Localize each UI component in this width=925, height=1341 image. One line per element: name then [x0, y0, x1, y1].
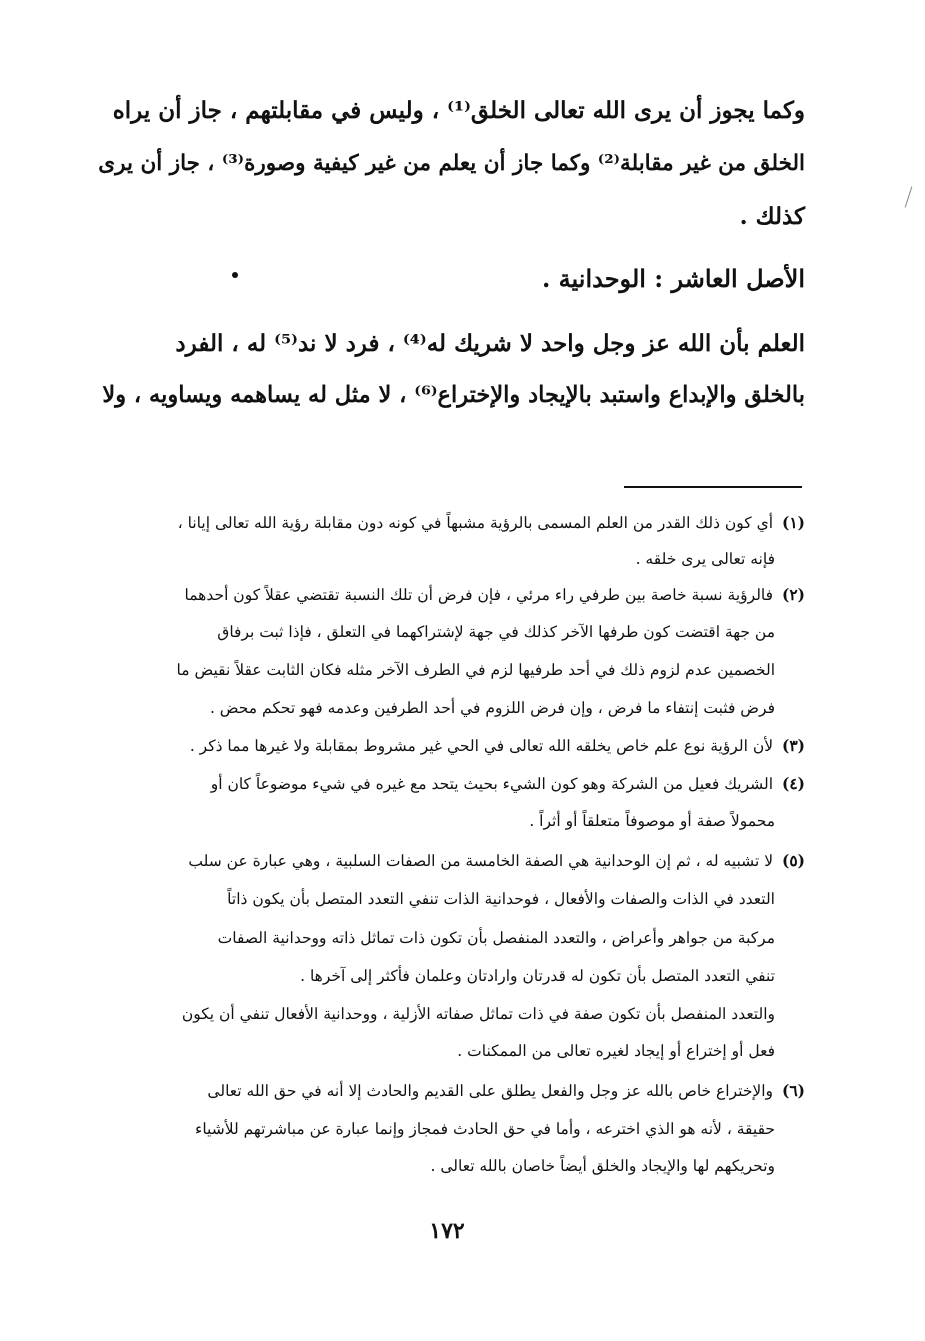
footnote-3-text: لأن الرؤية نوع علم خاص يخلقه الله تعالى في الحي غير مشروط بمقابلة ولا غيرها مما ذكر .: [189, 737, 774, 755]
footnote-5-line-4: تنفي التعدد المتصل بأن تكون له قدرتان وارادتان وعلمان فأكثر إلى آخرها .: [300, 967, 775, 985]
footnote-4-line-1: [211, 775, 805, 794]
footnote-5-number: (٥): [781, 851, 805, 870]
footnote-6-line-3: وتحريكهم لها والإيجاد والخلق أيضاً خاصان بالله تعالى .: [430, 1157, 775, 1175]
footnote-5-line-5: والتعدد المنفصل بأن تكون صفة في ذات تماثل صفاته الأزلية ، ووحدانية الأفعال تنفي أن يكون: [181, 1005, 775, 1023]
scan-edge-mark: [905, 186, 913, 207]
footnote-5-line-2: التعدد في الذات والصفات والأفعال ، فوحدانية الذات تنفي التعدد المتصل بأن يكون ذاتاً: [227, 890, 775, 908]
footnote-1-number: (١): [781, 513, 805, 532]
footnote-3-line-1: [190, 737, 805, 756]
footnote-1-text: أي كون ذلك القدر من العلم المسمى بالرؤية مشبهاً في كونه دون مقابلة رؤية الله تعالى إيانا ،: [177, 514, 774, 532]
footnote-4-line-2: محمولاً صفة أو موصوفاً متعلقاً أو أثراً .: [529, 812, 775, 830]
body-line-1: وكما يجوز أن يرى الله تعالى الخلق⁽¹⁾ ، وليس في مقابلتهم ، جاز أن يراه: [112, 97, 805, 124]
section-heading: الأصل العاشر : الوحدانية .: [541, 264, 805, 293]
body-line-4: العلم بأن الله عز وجل واحد لا شريك له⁽⁴⁾ ، فرد لا ند⁽⁵⁾ له ، الفرد: [175, 330, 805, 357]
footnote-separator: [624, 486, 802, 488]
footnote-2-number: (٢): [781, 585, 805, 604]
footnote-1-line-2: فإنه تعالى يرى خلقه .: [635, 550, 775, 568]
footnote-5-line-1: [188, 852, 805, 871]
footnote-2-text: فالرؤية نسبة خاصة بين طرفي راء مرئي ، فإن فرض أن تلك النسبة تقتضي عقلاً كون أحدهما: [184, 586, 774, 604]
footnote-6-number: (٦): [781, 1081, 805, 1100]
footnote-6-text: والإختراع خاص بالله عز وجل والفعل يطلق على القديم والحادث إلا أنه في حق الله تعالى: [207, 1082, 774, 1100]
footnote-2-line-3: الخصمين عدم لزوم ذلك في أحد طرفيها لزم في الطرف الآخر مثله فكان الثابت عقلاً نقيض ما: [176, 661, 775, 679]
footnote-5-line-3: مركبة من جواهر وأعراض ، والتعدد المنفصل بأن تكون ذات تماثل ذاته ووحدانية الصفات: [217, 929, 775, 947]
body-line-2: الخلق من غير مقابلة⁽²⁾ وكما جاز أن يعلم من غير كيفية وصورة⁽³⁾ ، جاز أن يرى: [98, 151, 805, 176]
body-line-5: بالخلق والإبداع واستبد بالإيجاد والإختراع⁽⁶⁾ ، لا مثل له يساهمه ويساويه ، ولا: [102, 382, 805, 408]
footnote-4-number: (٤): [781, 774, 805, 793]
footnote-6-line-1: [207, 1082, 805, 1101]
footnote-2-line-1: [185, 586, 806, 605]
footnote-5-line-6: فعل أو إختراع أو إيجاد لغيره تعالى من الممكنات .: [457, 1042, 775, 1060]
page-number: ١٧٢: [429, 1218, 465, 1244]
footnote-4-text: الشريك فعيل من الشركة وهو كون الشيء بحيث يتحد مع غيره في شيء موضوعاً كان أو: [210, 775, 774, 793]
footnote-6-line-2: حقيقة ، لأنه هو الذي اخترعه ، وأما في حق الحادث فمجاز وإنما عبارة عن مباشرتهم للأشياء: [195, 1120, 775, 1138]
footnote-5-text: لا تشبيه له ، ثم إن الوحدانية هي الصفة الخامسة من الصفات السلبية ، وهي عبارة عن سلب: [188, 852, 774, 870]
footnote-2-line-4: فرض فثبت إنتفاء ما فرض ، وإن فرض اللزوم في أحد الطرفين وعدمه فهو تحكم محض .: [209, 699, 775, 717]
footnote-3-number: (٣): [781, 736, 805, 755]
body-line-3: كذلك .: [739, 203, 805, 230]
stray-dot-mark: [232, 272, 238, 278]
footnote-2-line-2: من جهة اقتضت كون طرفها الآخر كذلك في جهة لإشتراكهما في التعلق ، فإذا ثبت برفاق: [217, 623, 775, 641]
footnote-1-line-1: [178, 514, 805, 533]
